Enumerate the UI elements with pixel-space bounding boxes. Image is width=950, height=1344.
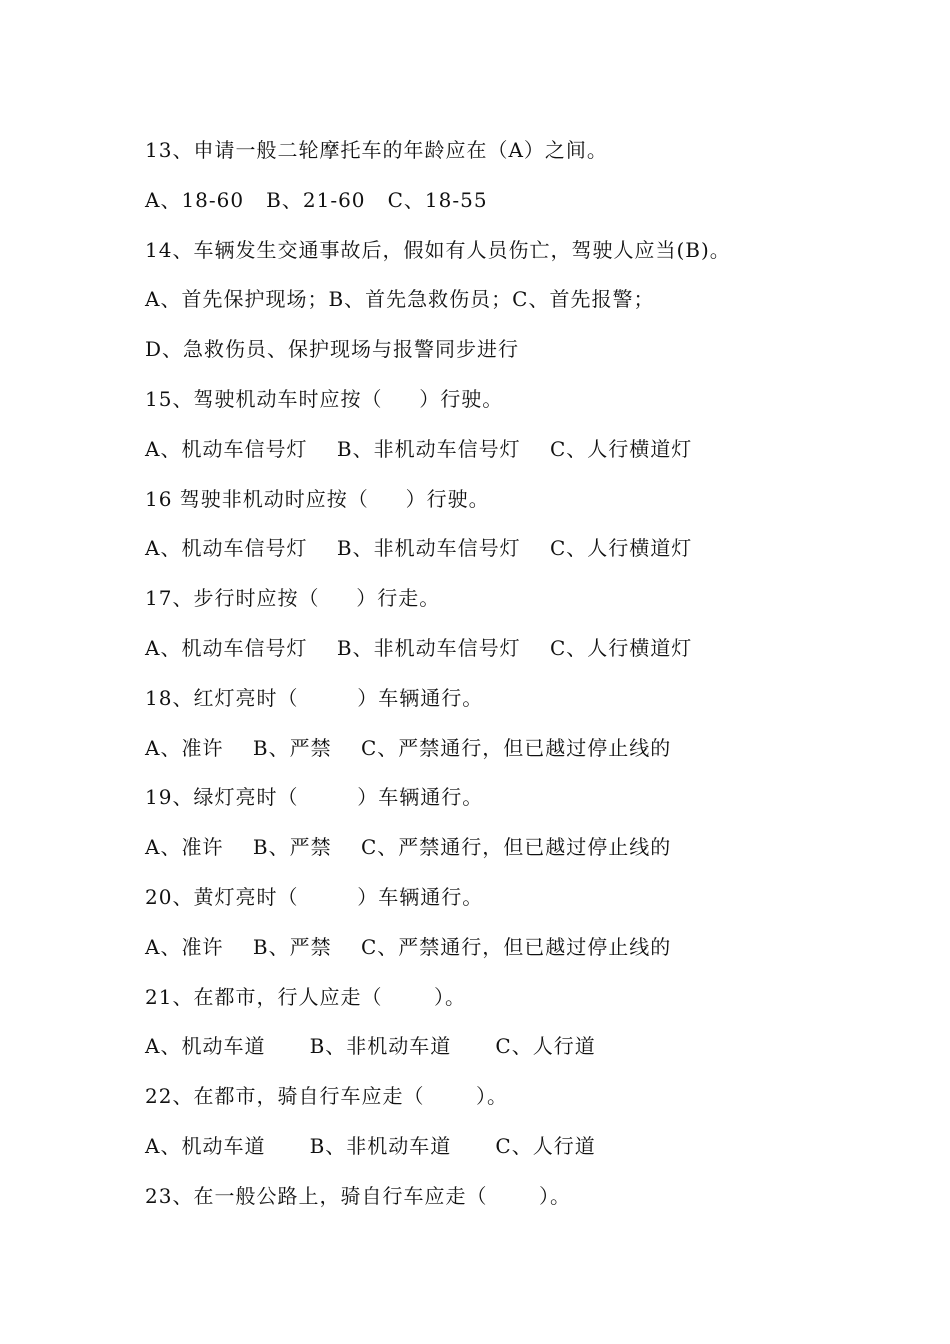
question-18-options: A、准许 B、严禁 C、严禁通行，但已越过停止线的 bbox=[145, 735, 672, 760]
question-20-options: A、准许 B、严禁 C、严禁通行，但已越过停止线的 bbox=[145, 934, 672, 959]
question-15: 15、驾驶机动车时应按（ ）行驶。 bbox=[145, 386, 504, 411]
question-16: 16 驾驶非机动时应按（ ）行驶。 bbox=[145, 486, 490, 511]
question-21-options: A、机动车道 B、非机动车道 C、人行道 bbox=[145, 1034, 596, 1059]
question-13: 13、申请一般二轮摩托车的年龄应在（A）之间。 bbox=[145, 138, 608, 162]
question-17-options: A、机动车信号灯 B、非机动车信号灯 C、人行横道灯 bbox=[145, 635, 693, 660]
document-body bbox=[145, 126, 845, 1222]
question-18: 18、红灯亮时（ ）车辆通行。 bbox=[145, 685, 484, 710]
question-17: 17、步行时应按（ ）行走。 bbox=[145, 586, 441, 611]
question-16-options: A、机动车信号灯 B、非机动车信号灯 C、人行横道灯 bbox=[145, 536, 693, 561]
question-20: 20、黄灯亮时（ ）车辆通行。 bbox=[145, 884, 484, 909]
question-21: 21、在都市，行人应走（ ）。 bbox=[145, 984, 466, 1009]
question-14-options: A、首先保护现场；B、首先急救伤员；C、首先报警； bbox=[145, 287, 655, 312]
question-22-options: A、机动车道 B、非机动车道 C、人行道 bbox=[145, 1133, 596, 1158]
question-22: 22、在都市，骑自行车应走（ ）。 bbox=[145, 1084, 508, 1109]
question-14: 14、车辆发生交通事故后，假如有人员伤亡，驾驶人应当(B)。 bbox=[145, 237, 731, 262]
question-23: 23、在一般公路上，骑自行车应走（ ）。 bbox=[145, 1183, 571, 1208]
question-13-options: A、18-60 B、21-60 C、18-55 bbox=[145, 187, 488, 212]
question-14-option-d: D、急救伤员、保护现场与报警同步进行 bbox=[145, 337, 520, 362]
question-19-options: A、准许 B、严禁 C、严禁通行，但已越过停止线的 bbox=[145, 835, 672, 860]
question-15-options: A、机动车信号灯 B、非机动车信号灯 C、人行横道灯 bbox=[145, 436, 693, 461]
question-19: 19、绿灯亮时（ ）车辆通行。 bbox=[145, 785, 484, 810]
